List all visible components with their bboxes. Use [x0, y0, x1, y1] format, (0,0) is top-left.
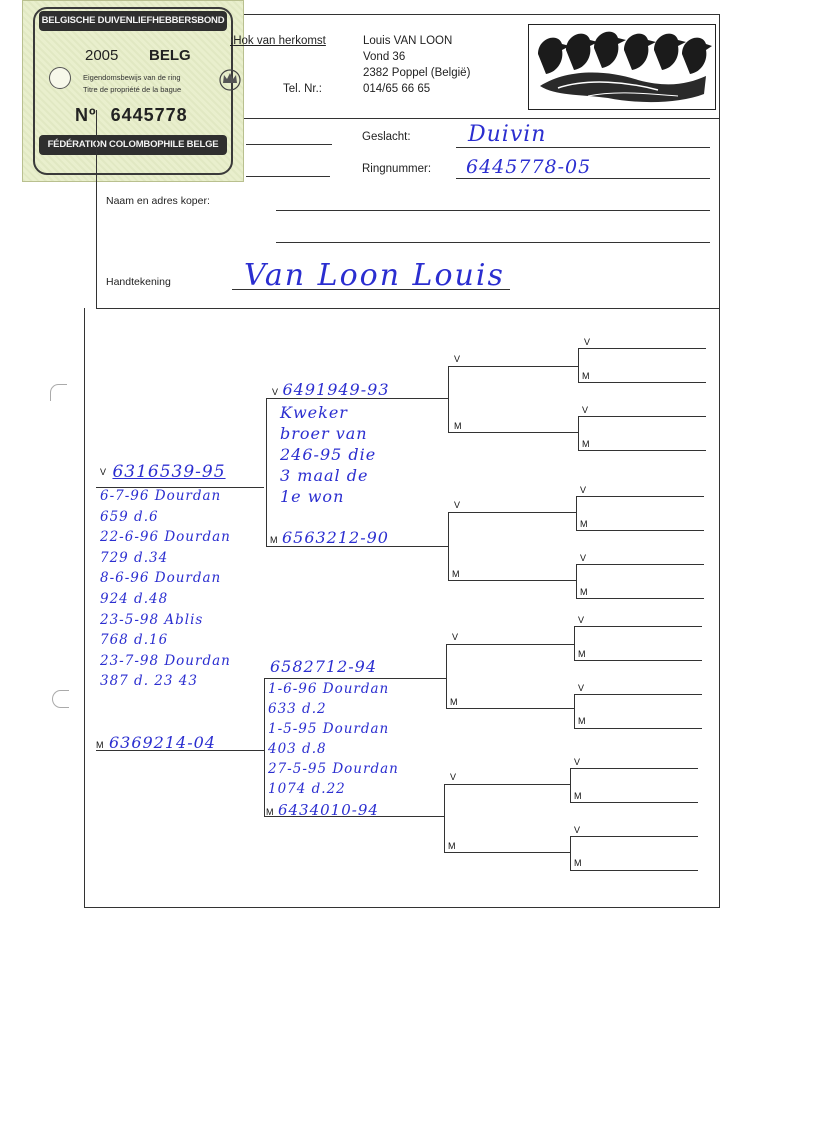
g4-line-6	[576, 530, 704, 531]
marker-v: V	[578, 615, 585, 625]
phone-label: Tel. Nr.:	[283, 83, 322, 95]
g4-line-12	[574, 728, 702, 729]
marker-v: V	[578, 683, 585, 693]
marker-m: M	[574, 858, 582, 868]
note-line: 768 d.16	[100, 632, 169, 649]
marker-m: M	[582, 439, 590, 449]
note-line: 1074 d.22	[268, 781, 346, 797]
punch-hole-mark	[50, 384, 67, 401]
note-line: 3 maal de	[280, 466, 369, 485]
sire-notes	[100, 486, 231, 692]
form-frame-left-upper	[96, 110, 97, 308]
sticker-line-2: Titre de propriété de la bague	[83, 85, 182, 94]
g4-bracket-5	[574, 626, 575, 660]
origin-label: Hok van herkomst:	[230, 35, 326, 47]
g4-bracket-1	[578, 348, 579, 382]
dam-ring: 6369214-04	[108, 733, 216, 752]
marker-v: V	[454, 500, 461, 510]
ring-line	[456, 178, 710, 179]
note-line: 27-5-95 Dourdan	[268, 761, 399, 777]
note-line: 246-95 die	[280, 445, 377, 464]
breeder-phone: 014/65 66 65	[363, 83, 431, 95]
note-line: 387 d. 23 43	[100, 673, 198, 690]
dam-sire-ring: 6582712-94	[270, 657, 378, 676]
marker-m: M	[454, 421, 462, 431]
note-line: 22-6-96 Dourdan	[100, 529, 231, 546]
note-line: 1-6-96 Dourdan	[268, 681, 390, 697]
dam-sire-notes	[268, 679, 399, 799]
sire-dam-marker: M	[270, 535, 278, 545]
form-frame-right	[84, 14, 720, 908]
sire-dam-entry	[270, 528, 389, 548]
marker-m: M	[450, 697, 458, 707]
g4-line-16	[570, 870, 698, 871]
g3-line-7	[444, 784, 570, 785]
g3-line-6	[446, 708, 574, 709]
dam-sire-entry	[270, 657, 377, 677]
marker-m: M	[574, 791, 582, 801]
sticker-line-1: Eigendomsbewijs van de ring	[83, 73, 181, 82]
note-line: 659 d.6	[100, 508, 159, 525]
pigeon-heads-logo	[528, 24, 716, 110]
breeder-name: Louis VAN LOON	[363, 35, 453, 47]
note-line: 23-5-98 Ablis	[100, 611, 204, 628]
g3-line-8	[444, 852, 570, 853]
g4-line-5	[576, 496, 704, 497]
g4-line-9	[574, 626, 702, 627]
g3-bracket-4	[444, 784, 445, 852]
marker-v: V	[574, 757, 581, 767]
punch-hole-mark	[52, 690, 69, 708]
sire-sire-ring: 6491949-93	[282, 380, 390, 399]
g4-bracket-2	[578, 416, 579, 450]
ring-label: Ringnummer:	[362, 163, 432, 175]
marker-v: V	[454, 354, 461, 364]
g3-bracket-1	[448, 366, 449, 432]
sticker-year: 2005	[85, 47, 119, 64]
details-divider	[96, 308, 720, 309]
dam-bracket	[264, 678, 265, 816]
signature-value: Van Loon Louis	[244, 258, 505, 293]
sticker-country: BELG	[149, 47, 191, 64]
breeder-street: Vond 36	[363, 51, 406, 63]
marker-m: M	[578, 649, 586, 659]
sire-sire-entry	[272, 380, 390, 400]
note-line: 1e won	[280, 487, 345, 506]
g4-line-10	[574, 660, 702, 661]
buyer-label: Naam en adres koper:	[106, 195, 210, 207]
sex-line	[456, 147, 710, 148]
marker-m: M	[580, 587, 588, 597]
sire-sire-notes	[280, 402, 376, 507]
note-line: 924 d.48	[100, 590, 169, 607]
g4-line-3	[578, 416, 706, 417]
note-line: 1-5-95 Dourdan	[268, 721, 390, 737]
g3-bracket-2	[448, 512, 449, 580]
g4-bracket-7	[570, 768, 571, 802]
note-line: Kweker	[280, 403, 348, 422]
g3-line-1	[448, 366, 578, 367]
sire-marker: V	[100, 467, 107, 477]
sire-dam-ring: 6563212-90	[281, 528, 389, 547]
left-field-line-1	[246, 144, 332, 145]
sticker-number-prefix: Nº	[75, 105, 97, 125]
marker-v: V	[582, 405, 589, 415]
g4-line-1	[578, 348, 706, 349]
signature-label: Handtekening	[106, 276, 171, 288]
sticker-hole-left	[49, 67, 71, 89]
form-frame-top	[244, 14, 720, 15]
marker-v: V	[584, 337, 591, 347]
g4-line-2	[578, 382, 706, 383]
sire-ring: 6316539-95	[112, 462, 226, 482]
dam-marker: M	[96, 740, 104, 750]
marker-v: V	[452, 632, 459, 642]
dam-dam-entry	[266, 801, 379, 820]
g3-line-2	[448, 432, 578, 433]
breeder-city: 2382 Poppel (België)	[363, 67, 471, 79]
g4-line-13	[570, 768, 698, 769]
note-line: 633 d.2	[268, 701, 327, 717]
marker-v: V	[580, 485, 587, 495]
g4-line-11	[574, 694, 702, 695]
g3-line-3	[448, 512, 576, 513]
g4-line-7	[576, 564, 704, 565]
marker-v: V	[450, 772, 457, 782]
note-line: broer van	[280, 424, 368, 443]
sex-value: Duivin	[468, 122, 547, 147]
header-divider	[244, 118, 720, 119]
form-frame-left-lower	[84, 308, 85, 908]
g4-bracket-4	[576, 564, 577, 598]
marker-m: M	[448, 841, 456, 851]
g4-bracket-8	[570, 836, 571, 870]
note-line: 6-7-96 Dourdan	[100, 488, 222, 504]
marker-m: M	[582, 371, 590, 381]
marker-m: M	[580, 519, 588, 529]
buyer-line-2	[276, 242, 710, 243]
g3-line-5	[446, 644, 574, 645]
g4-line-8	[576, 598, 704, 599]
g4-bracket-3	[576, 496, 577, 530]
buyer-line-1	[276, 210, 710, 211]
sticker-bottom-banner: FÉDÉRATION COLOMBOPHILE BELGE	[39, 135, 227, 155]
sire-bracket	[266, 398, 267, 546]
note-line: 8-6-96 Dourdan	[100, 570, 222, 587]
sire-sire-marker: V	[272, 387, 279, 397]
note-line: 729 d.34	[100, 549, 169, 566]
marker-v: V	[580, 553, 587, 563]
sticker-top-banner: BELGISCHE DUIVENLIEFHEBBERSBOND	[39, 11, 227, 31]
g4-bracket-6	[574, 694, 575, 728]
ring-value: 6445778-05	[466, 156, 592, 178]
g4-line-15	[570, 836, 698, 837]
g4-line-14	[570, 802, 698, 803]
left-field-line-2	[246, 176, 330, 177]
g4-line-4	[578, 450, 706, 451]
note-line: 23-7-98 Dourdan	[100, 652, 231, 669]
sire-entry	[100, 462, 226, 482]
dam-entry	[96, 733, 216, 753]
marker-m: M	[452, 569, 460, 579]
sex-label: Geslacht:	[362, 131, 411, 143]
g3-line-4	[448, 580, 576, 581]
marker-m: M	[578, 716, 586, 726]
g3-bracket-3	[446, 644, 447, 708]
sticker-number-value: 6445778	[110, 105, 188, 125]
dam-dam-marker: M	[266, 807, 274, 817]
marker-v: V	[574, 825, 581, 835]
dam-dam-ring: 6434010-94	[277, 801, 379, 819]
note-line: 403 d.8	[268, 741, 327, 757]
